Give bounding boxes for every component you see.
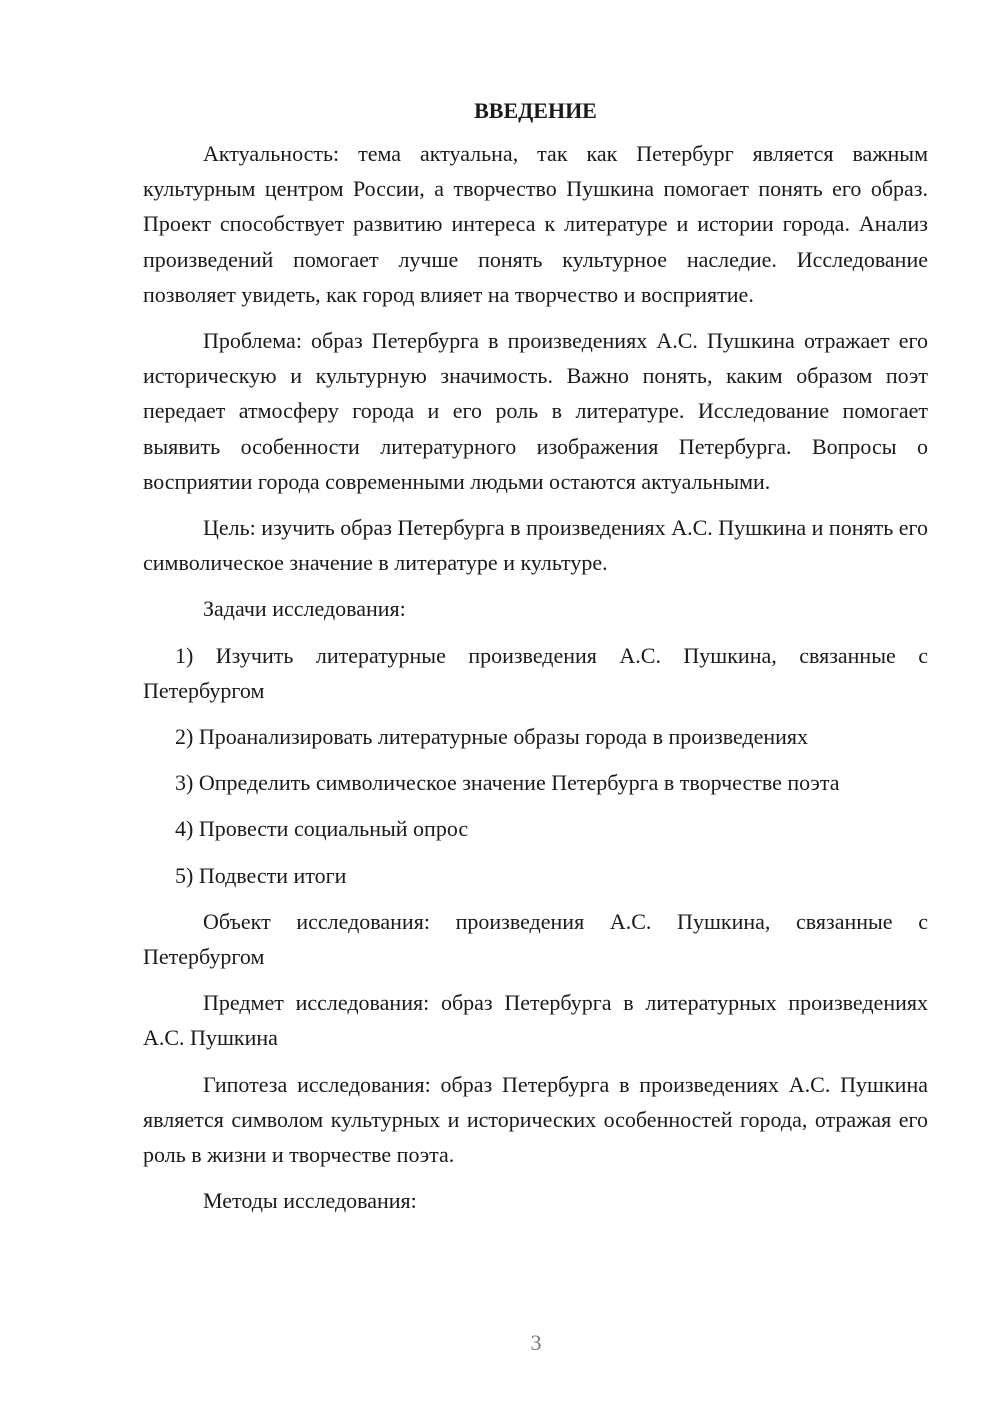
tasks-heading: Задачи исследования:	[203, 596, 406, 622]
list-item: 3) Определить символическое значение Петербурга в творчестве поэта	[175, 770, 840, 796]
page-title: ВВЕДЕНИЕ	[474, 98, 597, 123]
relevance-paragraph: Актуальность: тема актуальна, так как Петербург является важным культурным центром России, а творчество Пушкина помогает понять его образ. Проект способствует развитию интереса к литературе и истории города. Анализ произведений помогает лучше понять культурное наследие. Исследование позволяет увидеть, как город влияет на творчество и восприятие.	[143, 141, 928, 307]
list-item: 2) Проанализировать литературные образы города в произведениях	[175, 724, 809, 750]
object-paragraph: Объект исследования: произведения А.С. Пушкина, связанные с Петербургом	[143, 908, 928, 970]
page-number: 3	[530, 1330, 542, 1355]
tasks-list	[143, 638, 928, 893]
list-item: 5) Подвести итоги	[175, 862, 347, 888]
page-content	[143, 93, 928, 1229]
list-item: 1) Изучить литературные произведения А.С. Пушкина, связанные с Петербургом	[143, 642, 928, 703]
list-item: 4) Провести социальный опрос	[175, 816, 469, 842]
goal-paragraph: Цель: изучить образ Петербурга в произведениях А.С. Пушкина и понять его символическое значение в литературе и культуре.	[143, 515, 928, 576]
hypothesis-paragraph: Гипотеза исследования: образ Петербурга в произведениях А.С. Пушкина является символом культурных и исторических особенностей города, отражая его роль в жизни и творчестве поэта.	[143, 1071, 928, 1168]
subject-paragraph: Предмет исследования: образ Петербурга в литературных произведениях А.С. Пушкина	[143, 990, 928, 1051]
problem-paragraph: Проблема: образ Петербурга в произведениях А.С. Пушкина отражает его историческую и культурную значимость. Важно понять, каким образом поэт передает атмосферу города и его роль в литературе. Исследование помогает выявить особенности литературного изображения Петербурга. Вопросы о восприятии города современными людьми остаются актуальными.	[143, 328, 928, 494]
methods-heading: Методы исследования:	[203, 1188, 417, 1214]
